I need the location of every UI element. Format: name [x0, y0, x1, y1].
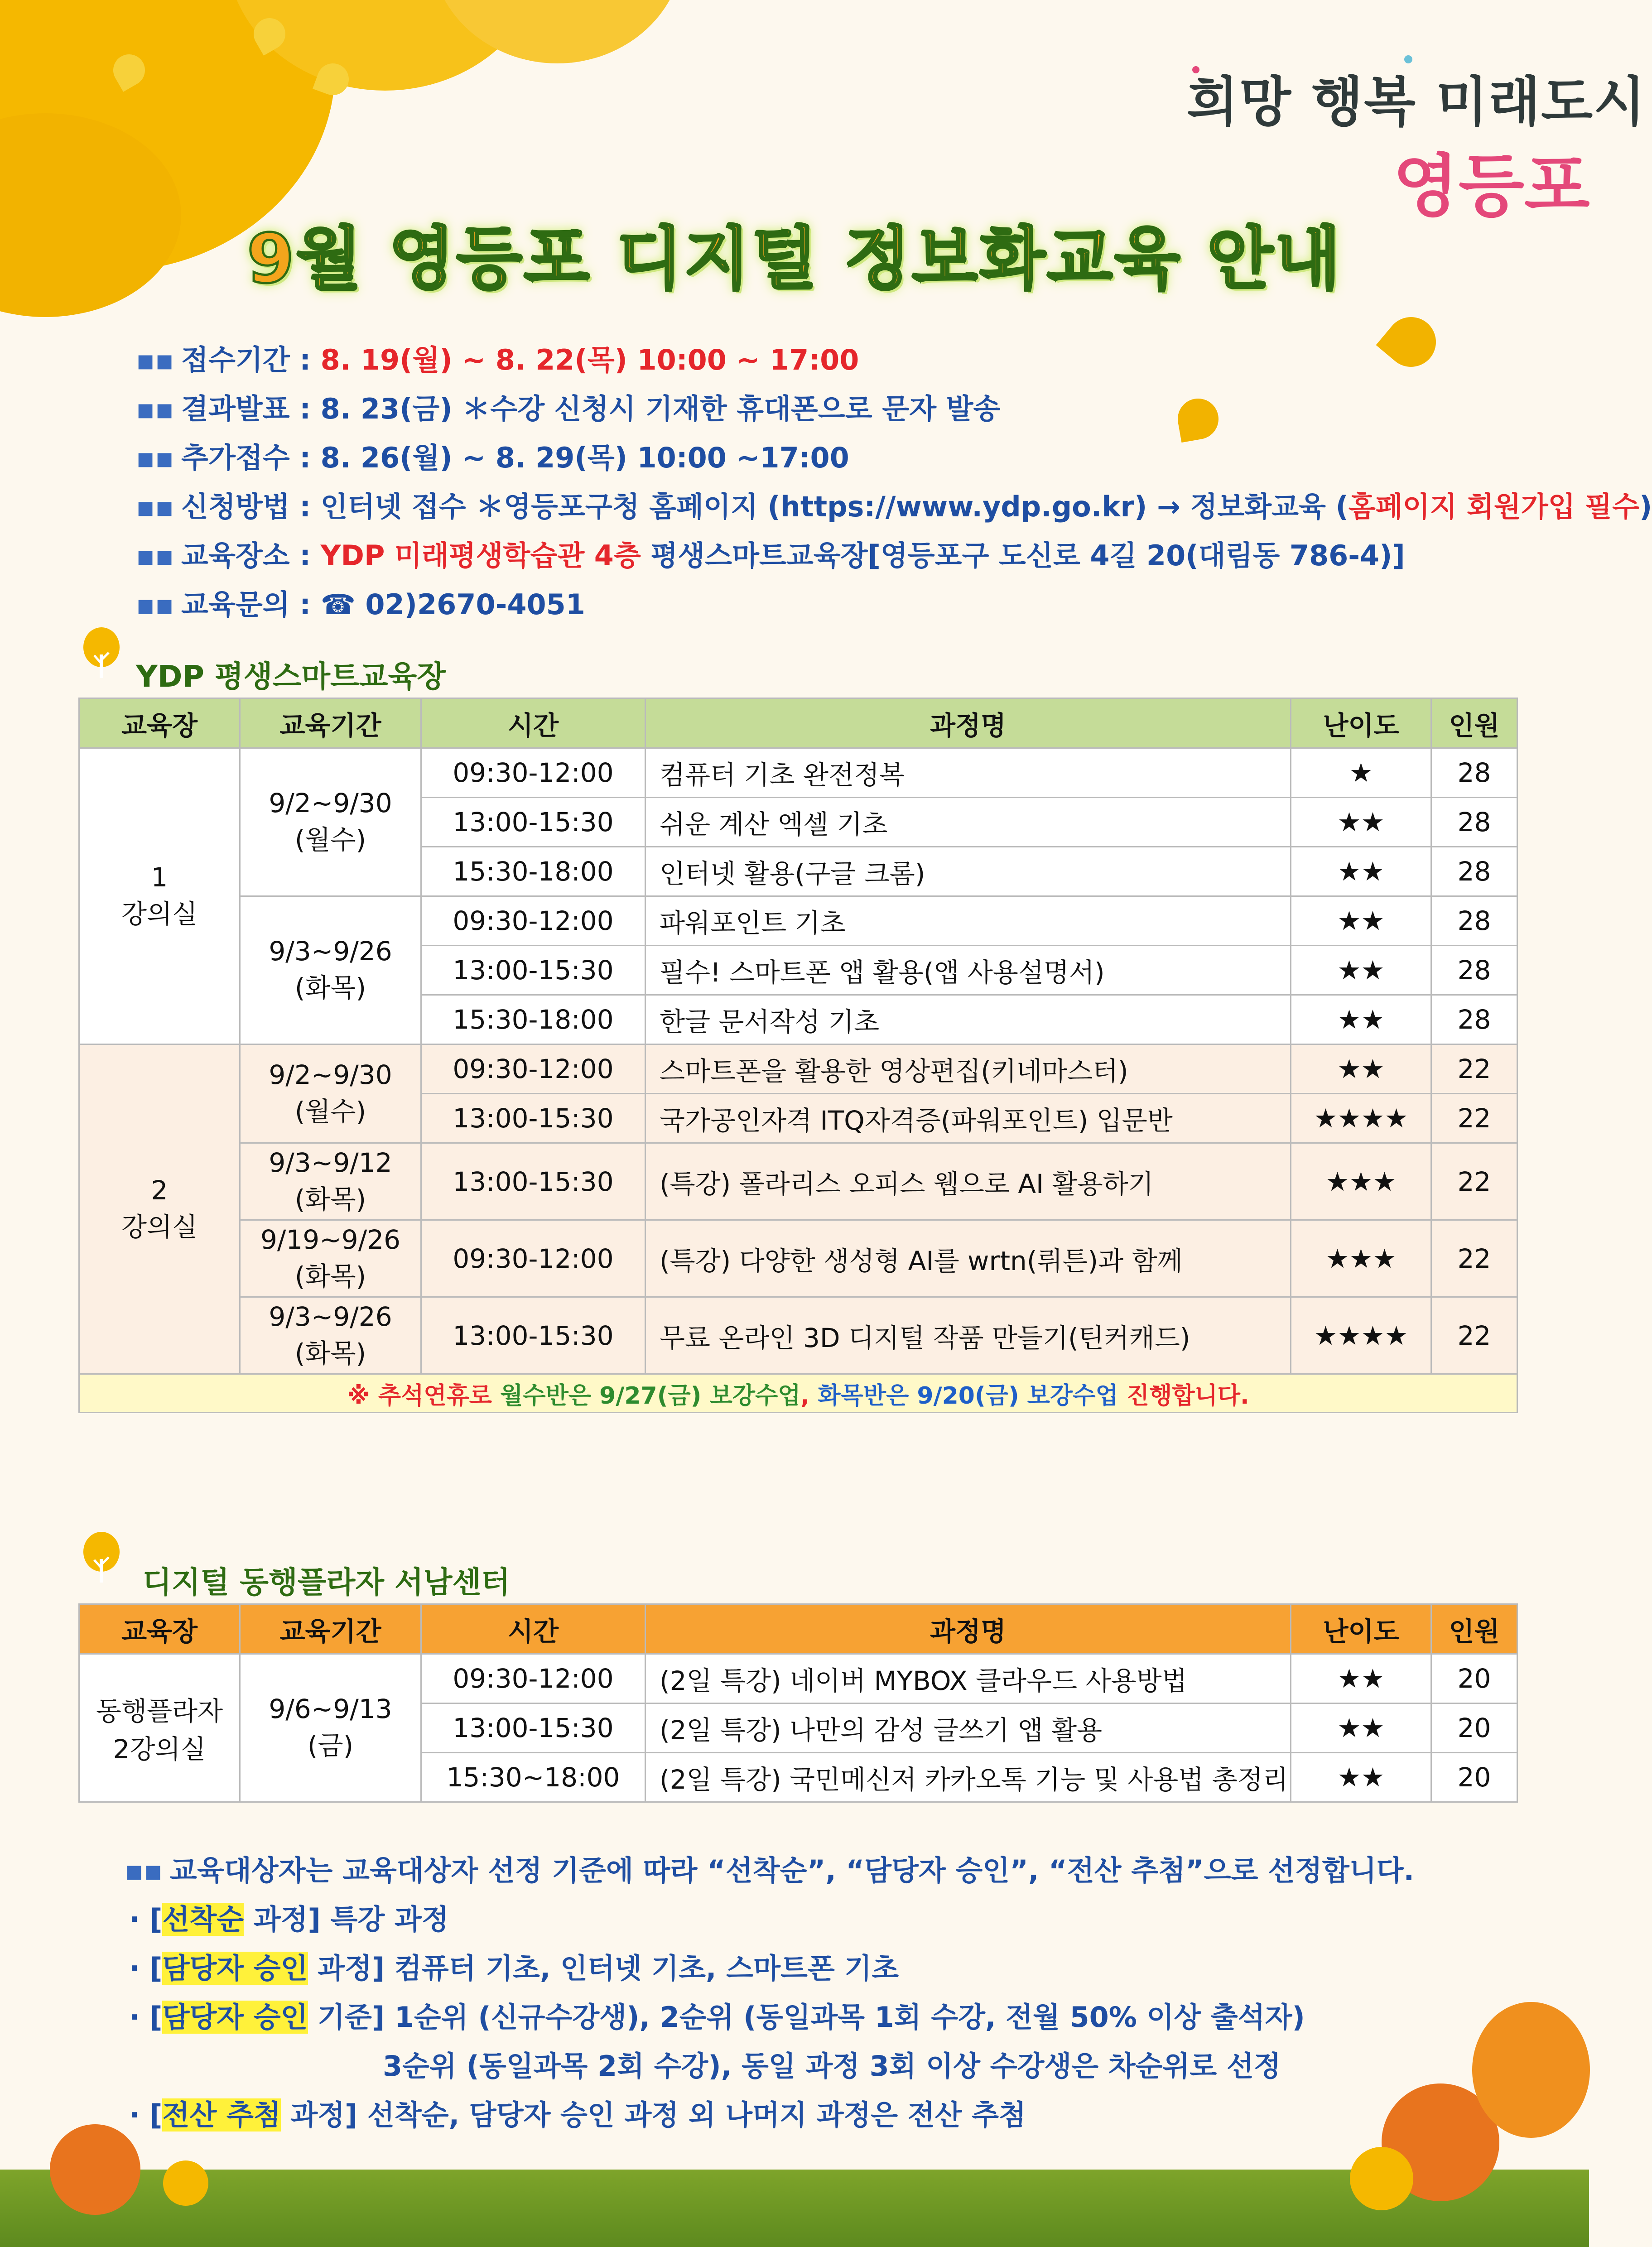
period-cell: 9/3~9/12 (화목)	[240, 1143, 421, 1220]
level-cell: ★★	[1291, 1044, 1431, 1094]
level-cell: ★★	[1291, 1753, 1431, 1802]
count-cell: 28	[1431, 995, 1517, 1044]
page-title: 9월 영등포 디지털 정보화교육 안내	[247, 220, 1342, 298]
header-room: 교육장	[79, 1604, 240, 1654]
section-title-seonam: 디지털 동행플라자 서남센터	[143, 1565, 511, 1600]
level-cell: ★★★★	[1291, 1297, 1431, 1374]
count-cell: 28	[1431, 946, 1517, 995]
course-cell: 스마트폰을 활용한 영상편집(키네마스터)	[645, 1044, 1291, 1094]
time-cell: 13:00-15:30	[421, 1143, 645, 1220]
level-cell: ★	[1291, 748, 1431, 798]
course-cell: 국가공인자격 ITQ자격증(파워포인트) 입문반	[645, 1094, 1291, 1143]
time-cell: 15:30-18:00	[421, 995, 645, 1044]
level-cell: ★★	[1291, 847, 1431, 896]
level-cell: ★★	[1291, 798, 1431, 847]
level-cell: ★★	[1291, 896, 1431, 946]
info-additional-registration: ▪▪ 추가접수 : 8. 26(월) ~ 8. 29(목) 10:00 ~17:00	[136, 441, 849, 474]
period-cell: 9/6~9/13 (금)	[240, 1654, 421, 1802]
level-cell: ★★	[1291, 1703, 1431, 1753]
course-cell: 인터넷 활용(구글 크롬)	[645, 847, 1291, 896]
bullet-icon: ▪▪	[136, 490, 174, 523]
table-row	[79, 1044, 1517, 1094]
count-cell: 28	[1431, 798, 1517, 847]
header-time: 시간	[421, 698, 645, 748]
tree-icon	[82, 627, 121, 678]
course-cell: 필수! 스마트폰 앱 활용(앱 사용설명서)	[645, 946, 1291, 995]
time-cell: 13:00-15:30	[421, 1703, 645, 1753]
time-cell: 13:00-15:30	[421, 946, 645, 995]
table-row	[79, 1654, 1517, 1703]
room-cell: 2 강의실	[79, 1044, 240, 1374]
info-result-announcement: ▪▪ 결과발표 : 8. 23(금) ＊수강 신청시 기재한 휴대폰으로 문자 발송	[136, 392, 1001, 425]
bullet-icon: ▪▪	[136, 392, 174, 425]
header-course: 과정명	[645, 1604, 1291, 1654]
course-cell: 무료 온라인 3D 디지털 작품 만들기(틴커캐드)	[645, 1297, 1291, 1374]
time-cell: 09:30-12:00	[421, 896, 645, 946]
table-row	[79, 1143, 1517, 1220]
info-registration-period: ▪▪ 접수기간 : 8. 19(월) ~ 8. 22(목) 10:00 ~ 17:00	[136, 343, 859, 376]
section-title-ydp: YDP 평생스마트교육장	[136, 659, 446, 694]
count-cell: 28	[1431, 896, 1517, 946]
note-lottery: · [전산 추첨 과정] 선착순, 담당자 승인 과정 외 나머지 과정은 전산 추첨	[129, 2098, 1026, 2132]
bullet-icon: ▪▪	[136, 343, 174, 376]
bullet-icon: ▪▪	[136, 441, 174, 474]
time-cell: 15:30-18:00	[421, 847, 645, 896]
header-count: 인원	[1431, 698, 1517, 748]
course-cell: (2일 특강) 나만의 감성 글쓰기 앱 활용	[645, 1703, 1291, 1753]
time-cell: 09:30-12:00	[421, 748, 645, 798]
schedule-table-ydp	[78, 698, 1518, 1413]
info-education-location: ▪▪ 교육장소 : YDP 미래평생학습관 4층 평생스마트교육장[영등포구 도신로 4길 20(대림동 786-4)]	[136, 539, 1405, 572]
table-header-row	[79, 698, 1517, 748]
level-cell: ★★	[1291, 1654, 1431, 1703]
time-cell: 15:30~18:00	[421, 1753, 645, 1802]
level-cell: ★★	[1291, 946, 1431, 995]
period-cell: 9/2~9/30 (월수)	[240, 748, 421, 896]
header-period: 교육기간	[240, 698, 421, 748]
course-cell: (특강) 폴라리스 오피스 웹으로 AI 활용하기	[645, 1143, 1291, 1220]
course-cell: 파워포인트 기초	[645, 896, 1291, 946]
course-cell: 쉬운 계산 엑셀 기초	[645, 798, 1291, 847]
bullet-icon: ▪▪	[125, 1854, 163, 1887]
table-header-row	[79, 1604, 1517, 1654]
time-cell: 13:00-15:30	[421, 1094, 645, 1143]
level-cell: ★★★★	[1291, 1094, 1431, 1143]
time-cell: 09:30-12:00	[421, 1654, 645, 1703]
count-cell: 22	[1431, 1094, 1517, 1143]
period-cell: 9/2~9/30 (월수)	[240, 1044, 421, 1143]
table-row	[79, 1220, 1517, 1297]
table-row	[79, 748, 1517, 798]
course-cell: (2일 특강) 국민메신저 카카오톡 기능 및 사용법 총정리	[645, 1753, 1291, 1802]
course-cell: 컴퓨터 기초 완전정복	[645, 748, 1291, 798]
header-time: 시간	[421, 1604, 645, 1654]
count-cell: 22	[1431, 1220, 1517, 1297]
header-course: 과정명	[645, 698, 1291, 748]
room-cell: 동행플라자 2강의실	[79, 1654, 240, 1802]
room-cell: 1 강의실	[79, 748, 240, 1044]
logo-slogan: 희망 행복 미래도시	[1187, 71, 1647, 133]
header-room: 교육장	[79, 698, 240, 748]
bullet-icon: ▪▪	[136, 588, 174, 621]
tree-icon	[82, 1532, 121, 1583]
level-cell: ★★★	[1291, 1143, 1431, 1220]
period-cell: 9/3~9/26 (화목)	[240, 896, 421, 1044]
header-level: 난이도	[1291, 698, 1431, 748]
course-cell: (특강) 다양한 생성형 AI를 wrtn(뤼튼)과 함께	[645, 1220, 1291, 1297]
count-cell: 28	[1431, 748, 1517, 798]
time-cell: 09:30-12:00	[421, 1220, 645, 1297]
count-cell: 22	[1431, 1044, 1517, 1094]
info-contact: ▪▪ 교육문의 : ☎ 02)2670-4051	[136, 588, 585, 621]
note-approval-criteria: · [담당자 승인 기준] 1순위 (신규수강생), 2순위 (동일과목 1회 수강, 전월 50% 이상 출석자)	[129, 2001, 1305, 2034]
course-cell: 한글 문서작성 기초	[645, 995, 1291, 1044]
selection-criteria-intro: ▪▪ 교육대상자는 교육대상자 선정 기준에 따라 “선착순”, “담당자 승인”, “전산 추첨”으로 선정합니다.	[125, 1854, 1415, 1887]
count-cell: 20	[1431, 1654, 1517, 1703]
count-cell: 20	[1431, 1753, 1517, 1802]
table-row	[79, 1297, 1517, 1374]
header-level: 난이도	[1291, 1604, 1431, 1654]
count-cell: 22	[1431, 1297, 1517, 1374]
note-approval-course: · [담당자 승인 과정] 컴퓨터 기초, 인터넷 기초, 스마트폰 기초	[129, 1952, 899, 1985]
note-approval-criteria-cont: 3순위 (동일과목 2회 수강), 동일 과정 3회 이상 수강생은 차순위로 선정	[383, 2050, 1281, 2083]
time-cell: 09:30-12:00	[421, 1044, 645, 1094]
time-cell: 13:00-15:30	[421, 1297, 645, 1374]
bullet-icon: ▪▪	[136, 539, 174, 572]
count-cell: 20	[1431, 1703, 1517, 1753]
time-cell: 13:00-15:30	[421, 798, 645, 847]
schedule-table-seonam	[78, 1603, 1518, 1803]
logo-yeongdeungpo: 영등포	[1393, 147, 1590, 226]
info-application-method: ▪▪ 신청방법 : 인터넷 접수 ＊영등포구청 홈페이지 (https://www.ydp.go.kr) → 정보화교육 (홈페이지 회원가입 필수)	[136, 490, 1652, 523]
count-cell: 22	[1431, 1143, 1517, 1220]
period-cell: 9/3~9/26 (화목)	[240, 1297, 421, 1374]
notice-row	[79, 1374, 1517, 1413]
count-cell: 28	[1431, 847, 1517, 896]
chuseok-notice: ※ 추석연휴로 월수반은 9/27(금) 보강수업, 화목반은 9/20(금) 보강수업 진행합니다.	[79, 1374, 1517, 1413]
header-period: 교육기간	[240, 1604, 421, 1654]
level-cell: ★★★	[1291, 1220, 1431, 1297]
level-cell: ★★	[1291, 995, 1431, 1044]
course-cell: (2일 특강) 네이버 MYBOX 클라우드 사용방법	[645, 1654, 1291, 1703]
table-row	[79, 896, 1517, 946]
header-count: 인원	[1431, 1604, 1517, 1654]
period-cell: 9/19~9/26 (화목)	[240, 1220, 421, 1297]
note-first-come: · [선착순 과정] 특강 과정	[129, 1903, 449, 1936]
